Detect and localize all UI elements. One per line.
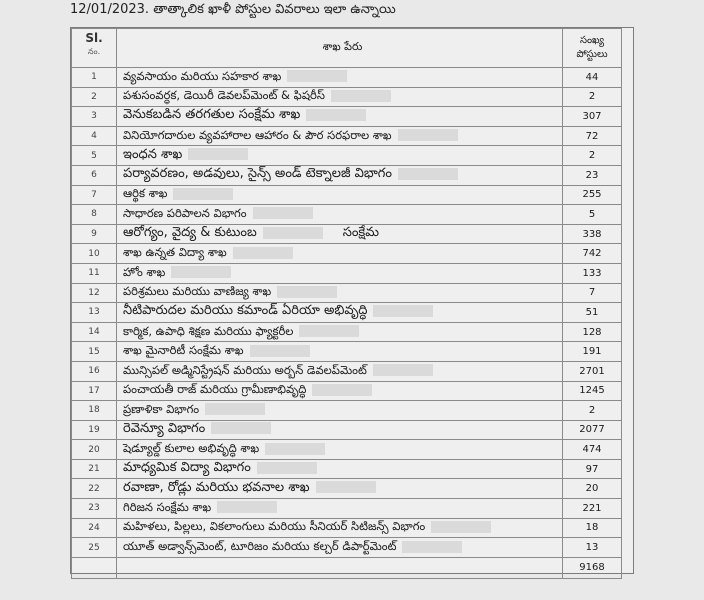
row-count: 2701 [563,361,622,381]
row-department [117,107,563,127]
blurred-region [331,90,391,102]
row-department-name: శాఖ ఉన్నత విద్యా శాఖ [123,245,227,260]
row-department-name: మహిళలు, పిల్లలు, వికలాంగులు మరియు సీనియర్ సిటిజన్స్ విభాగం [123,519,426,534]
blurred-region [316,481,376,493]
row-department-name-cont: సంక్షేమ [342,225,379,241]
blurred-region [277,286,337,298]
row-count: 72 [563,126,622,146]
page-title: 12/01/2023. తాత్కాలిక ఖాళీ పోస్టుల వివరాలు ఇలా ఉన్నాయి [70,2,396,17]
total-count: 9168 [563,557,622,578]
row-department-name: పరిశ్రమలు మరియు వాణిజ్య శాఖ [123,284,272,299]
row-count: 1245 [563,381,622,401]
blurred-region [205,403,265,415]
row-sl: 4 [72,126,117,146]
header-sl [72,29,117,68]
blurred-region [171,266,231,278]
row-department-name: ఇంధన శాఖ [123,146,183,162]
row-department [117,479,563,499]
row-department-name: వెనుకబడిన తరగతుల సంక్షేమ శాఖ [123,107,301,123]
row-department-name: యూత్ అడ్వాన్స్‌మెంట్, టూరిజం మరియు కల్చర్ డిపార్ట్‌మెంట్ [123,539,397,554]
row-count: 44 [563,68,622,88]
blurred-region [299,325,359,337]
row-count: 97 [563,459,622,479]
blurred-region [250,345,310,357]
table-row [72,420,622,440]
row-count: 255 [563,185,622,205]
table-row [72,185,622,205]
row-count: 221 [563,499,622,519]
blurred-region [211,422,271,434]
row-department [117,420,563,440]
table-row [72,283,622,303]
blurred-region [265,443,325,455]
row-count: 742 [563,244,622,264]
table-row [72,224,622,244]
row-sl: 16 [72,361,117,381]
row-department-name: హోం శాఖ [123,264,166,279]
table-row [72,499,622,519]
table-row [72,244,622,264]
blurred-region [263,227,323,239]
row-department [117,68,563,88]
blurred-region [373,305,433,317]
row-department-name: ప్రణాళికా విభాగం [123,401,200,416]
table-row [72,146,622,166]
row-department [117,87,563,107]
row-sl: 3 [72,107,117,127]
blurred-region [306,109,366,121]
row-department-name: నీటిపారుదల మరియు కమాండ్ ఏరియా అభివృద్ధి [123,303,368,319]
blurred-region [253,207,313,219]
row-sl: 15 [72,342,117,362]
table-row [72,87,622,107]
row-department-name: మాధ్యమిక విద్యా విభాగం [123,460,251,476]
table-row [72,459,622,479]
row-department-name: కార్మిక, ఉపాధి శిక్షణ మరియు ఫ్యాక్టరీల [123,323,294,338]
row-sl: 14 [72,322,117,342]
row-department-name: పంచాయతీ రాజ్ మరియు గ్రామీణాభివృద్ధి [123,382,307,397]
row-department [117,146,563,166]
blurred-region [217,501,277,513]
total-row [72,557,622,578]
row-department [117,205,563,225]
blurred-region [287,70,347,82]
blurred-region [398,129,458,141]
row-department [117,538,563,558]
row-department-name: ఆర్థిక శాఖ [123,186,168,201]
table-row [72,440,622,460]
row-department-name: పర్యావరణం, అడవులు, సైన్స్ అండ్ టెక్నాలజీ విభాగం [123,166,392,182]
table-row [72,126,622,146]
table-row [72,303,622,323]
row-count: 474 [563,440,622,460]
blurred-region [431,521,491,533]
row-department [117,224,563,244]
table-row [72,361,622,381]
blurred-region [398,168,458,180]
total-name-empty [117,557,563,578]
row-count: 18 [563,518,622,538]
row-sl: 7 [72,185,117,205]
row-count: 133 [563,263,622,283]
row-department-name: శాఖ మైనారిటీ సంక్షేమ శాఖ [123,343,244,358]
header-count-line1: సంఖ్య [579,35,605,46]
row-sl: 25 [72,538,117,558]
row-department [117,263,563,283]
row-department [117,126,563,146]
row-sl: 23 [72,499,117,519]
table-row [72,165,622,185]
row-count: 2077 [563,420,622,440]
row-count: 191 [563,342,622,362]
row-department [117,518,563,538]
row-count: 51 [563,303,622,323]
row-sl: 12 [72,283,117,303]
row-department-name: మున్సిపల్ అడ్మినిస్ట్రేషన్ మరియు అర్బన్ డెవలప్‌మెంట్ [123,362,367,377]
row-count: 2 [563,87,622,107]
header-sl-label: Sl. [85,31,103,45]
row-department [117,401,563,421]
row-department [117,283,563,303]
row-department [117,185,563,205]
table-row [72,342,622,362]
row-sl: 22 [72,479,117,499]
table-row [72,107,622,127]
row-sl: 1 [72,68,117,88]
row-department-name: వ్యవసాయం మరియు సహకార శాఖ [123,68,282,83]
row-department [117,322,563,342]
row-department-name: రెవెన్యూ విభాగం [123,420,206,436]
row-count: 307 [563,107,622,127]
row-count: 23 [563,165,622,185]
row-count: 2 [563,401,622,421]
table-row [72,538,622,558]
vacancy-sheet [70,27,634,574]
row-count: 2 [563,146,622,166]
row-count: 5 [563,205,622,225]
row-sl: 10 [72,244,117,264]
header-count-line2: పోస్టులు [576,49,608,60]
row-sl: 19 [72,420,117,440]
vacancy-table [71,28,622,579]
row-department-name: సాధారణ పరిపాలన విభాగం [123,205,247,220]
row-department-name: ఆరోగ్యం, వైద్య & కుటుంబ [123,225,257,241]
table-row [72,322,622,342]
table-header-row [72,29,622,68]
row-department [117,244,563,264]
row-sl: 2 [72,87,117,107]
row-department-name: వినియోగదారుల వ్యవహారాల ఆహారం & పౌర సరఫరాల శాఖ [123,127,392,142]
row-department-name: పశుసంవర్ధక, డెయిరీ డెవలప్‌మెంట్ & ఫిషరీస్ [123,88,325,103]
row-department [117,303,563,323]
blurred-region [312,384,372,396]
table-row [72,205,622,225]
row-sl: 18 [72,401,117,421]
row-department [117,499,563,519]
table-row [72,68,622,88]
row-sl: 6 [72,165,117,185]
row-sl: 9 [72,224,117,244]
row-department-name: రవాణా, రోడ్లు మరియు భవనాల శాఖ [123,479,310,495]
blurred-region [233,247,293,259]
row-department [117,342,563,362]
table-row [72,381,622,401]
row-sl: 21 [72,459,117,479]
row-sl: 5 [72,146,117,166]
table-row [72,401,622,421]
table-row [72,518,622,538]
row-count: 338 [563,224,622,244]
total-sl-empty [72,557,117,578]
row-count: 128 [563,322,622,342]
row-count: 7 [563,283,622,303]
row-department [117,381,563,401]
row-count: 20 [563,479,622,499]
blurred-region [257,462,317,474]
row-sl: 20 [72,440,117,460]
row-department-name: షెడ్యూల్డ్ కులాల అభివృద్ధి శాఖ [123,441,260,456]
header-sl-sub: నం. [87,47,101,56]
row-department-name: గిరిజన సంక్షేమ శాఖ [123,499,212,514]
row-department [117,361,563,381]
row-sl: 11 [72,263,117,283]
blurred-region [188,148,248,160]
row-department [117,440,563,460]
row-sl: 24 [72,518,117,538]
row-sl: 17 [72,381,117,401]
table-row [72,479,622,499]
row-count: 13 [563,538,622,558]
blurred-region [373,364,433,376]
row-department [117,165,563,185]
blurred-region [402,541,462,553]
table-row [72,263,622,283]
header-department: శాఖ పేరు [117,29,563,68]
row-sl: 13 [72,303,117,323]
row-sl: 8 [72,205,117,225]
header-count [563,29,622,68]
row-department [117,459,563,479]
blurred-region [173,188,233,200]
